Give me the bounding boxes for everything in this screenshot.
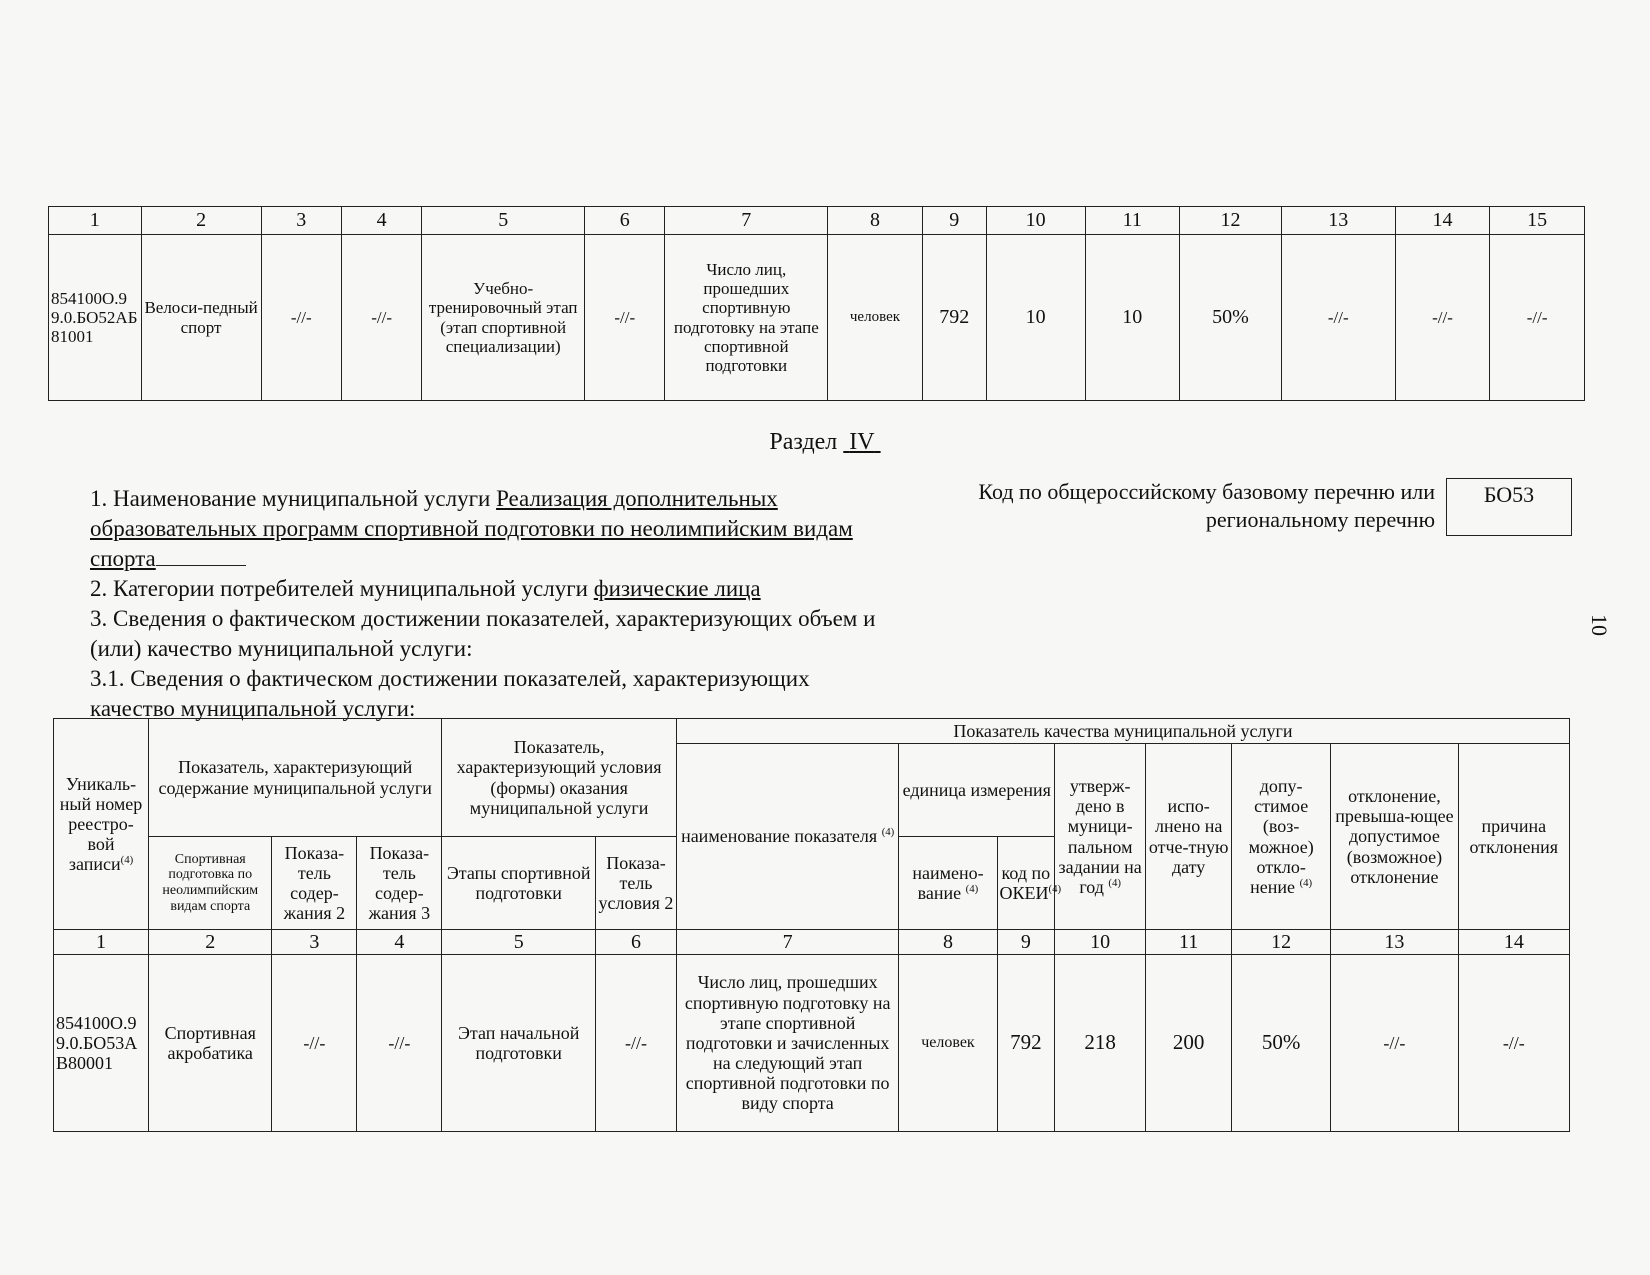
col-number: 14 <box>1458 930 1569 955</box>
deviation-value: 50% <box>1180 235 1282 401</box>
header-content-2: Показа-тель содер-жания 2 <box>272 837 357 930</box>
col-number: 2 <box>149 930 272 955</box>
header-content-3: Показа-тель содер-жания 3 <box>357 837 442 930</box>
registry-code: 854100О.99.0.БО52АБ81001 <box>49 235 142 401</box>
col-number: 10 <box>986 207 1085 235</box>
registry-code: 854100О.99.0.БО53АВ80001 <box>54 955 149 1132</box>
col-number: 4 <box>357 930 442 955</box>
indicator-name: Число лиц, прошедших спортивную подготовку на этапе спортивной подготовки <box>665 235 828 401</box>
col-number: 5 <box>422 207 585 235</box>
col-number: 11 <box>1085 207 1180 235</box>
service-name-label: 1. Наименование муниципальной услуги <box>90 486 491 511</box>
header-exceeding-deviation: отклонение, превыша-ющее допустимое (возможное) отклонение <box>1331 744 1458 930</box>
col-number: 15 <box>1490 207 1585 235</box>
header-executed: испо-лнено на отче-тную дату <box>1146 744 1232 930</box>
stage-name: Учебно-тренировочный этап (этап спортивной специализации) <box>422 235 585 401</box>
sport-name: Спортивная акробатика <box>149 955 272 1132</box>
header-unit-code: код по ОКЕИ$^{(4)}$ <box>997 837 1055 930</box>
header-quality-group: Показатель качества муниципальной услуги <box>676 719 1569 744</box>
header-unique-number: Уникаль-ный номер реестро-вой записи$^{(4)}$ <box>54 719 149 930</box>
exceeding-deviation-value: -//- <box>1331 955 1458 1132</box>
approved-value: 10 <box>986 235 1085 401</box>
reason-value: -//- <box>1458 955 1569 1132</box>
col-number: 9 <box>997 930 1055 955</box>
unit-name: человек <box>828 235 923 401</box>
executed-value: 10 <box>1085 235 1180 401</box>
section-3-text: 3. Сведения о фактическом достижении показателей, характеризующих объем и (или) качество муниципальной услуги: <box>90 606 876 661</box>
col-number: 12 <box>1180 207 1282 235</box>
service-name-item <box>90 484 895 574</box>
registry-code-label: Код по общероссийскому базовому перечню или региональному перечню <box>978 479 1435 532</box>
stage-name: Этап начальной подготовки <box>442 955 596 1132</box>
unit-name: человек <box>899 955 997 1132</box>
col-number: 1 <box>49 207 142 235</box>
section-3-1-text: 3.1. Сведения о фактическом достижении показателей, характеризующих качество муниципальной услуги: <box>90 666 810 721</box>
header-allowed-deviation: допу-стимое (воз-можное) откло-нение $^{(4)}$ <box>1232 744 1331 930</box>
col-number: 8 <box>828 207 923 235</box>
col-number: 11 <box>1146 930 1232 955</box>
col-number: 4 <box>341 207 421 235</box>
col-number: 7 <box>676 930 898 955</box>
header-condition-1: Этапы спортивной подготовки <box>442 837 596 930</box>
header-unit-name: наимено-вание $^{(4)}$ <box>899 837 997 930</box>
col-number: 3 <box>261 207 341 235</box>
column-number-row <box>49 207 1585 235</box>
col-number: 2 <box>141 207 261 235</box>
col-number: 6 <box>585 207 665 235</box>
approved-value: 218 <box>1055 955 1146 1132</box>
header-indicator-name: наименование показателя $^{(4)}$ <box>676 744 898 930</box>
cell-value: -//- <box>596 955 677 1132</box>
page-number: 10 <box>1587 614 1612 636</box>
cell-value: -//- <box>261 235 341 401</box>
cell-value: -//- <box>272 955 357 1132</box>
header-content-group: Показатель, характеризующий содержание муниципальной услуги <box>149 719 442 837</box>
quality-indicator-table <box>53 718 1570 1132</box>
header-content-1: Спортивная подготовка по неолимпийским видам спорта <box>149 837 272 930</box>
cell-value: -//- <box>585 235 665 401</box>
sport-name: Велоси-педный спорт <box>141 235 261 401</box>
consumer-category-value: физические лица <box>593 576 761 601</box>
header-unit-group: единица измерения <box>899 744 1055 837</box>
col-number: 12 <box>1232 930 1331 955</box>
col-number: 13 <box>1331 930 1458 955</box>
header-row-1 <box>54 719 1570 744</box>
service-info <box>90 484 895 724</box>
cell-value: -//- <box>341 235 421 401</box>
cell-value: -//- <box>1490 235 1585 401</box>
col-number: 13 <box>1281 207 1395 235</box>
top-indicator-table <box>48 206 1585 401</box>
col-number: 1 <box>54 930 149 955</box>
header-reason: причина отклонения <box>1458 744 1569 930</box>
section-number: IV <box>849 429 875 455</box>
section-prefix: Раздел <box>769 429 838 455</box>
okei-code: 792 <box>922 235 986 401</box>
consumer-category-label: 2. Категории потребителей муниципальной услуги <box>90 576 588 601</box>
cell-value: -//- <box>1395 235 1490 401</box>
header-condition-2: Показа-тель условия 2 <box>596 837 677 930</box>
col-number: 14 <box>1395 207 1490 235</box>
cell-value: -//- <box>357 955 442 1132</box>
table-row <box>54 955 1570 1132</box>
allowed-deviation-value: 50% <box>1232 955 1331 1132</box>
consumer-category-item <box>90 574 895 604</box>
col-number: 10 <box>1055 930 1146 955</box>
executed-value: 200 <box>1146 955 1232 1132</box>
col-number: 6 <box>596 930 677 955</box>
col-number: 5 <box>442 930 596 955</box>
header-condition-group: Показатель, характеризующий условия (формы) оказания муниципальной услуги <box>442 719 677 837</box>
indicator-name: Число лиц, прошедших спортивную подготовку на этапе спортивной подготовки и зачисленных на следующий этап спортивной подготовки по виду спорта <box>676 955 898 1132</box>
table-row <box>49 235 1585 401</box>
registry-code-box: БО53 <box>1446 478 1572 536</box>
cell-value: -//- <box>1281 235 1395 401</box>
col-number: 3 <box>272 930 357 955</box>
col-number: 7 <box>665 207 828 235</box>
col-number: 8 <box>899 930 997 955</box>
column-number-row <box>54 930 1570 955</box>
okei-code: 792 <box>997 955 1055 1132</box>
service-name-value: Реализация дополнительных образовательных программ спортивной подготовки по неолимпийским видам спорта <box>90 486 853 571</box>
col-number: 9 <box>922 207 986 235</box>
section-title <box>0 429 1650 456</box>
header-approved: утверж-дено в муници-пальном задании на год $^{(4)}$ <box>1055 744 1146 930</box>
